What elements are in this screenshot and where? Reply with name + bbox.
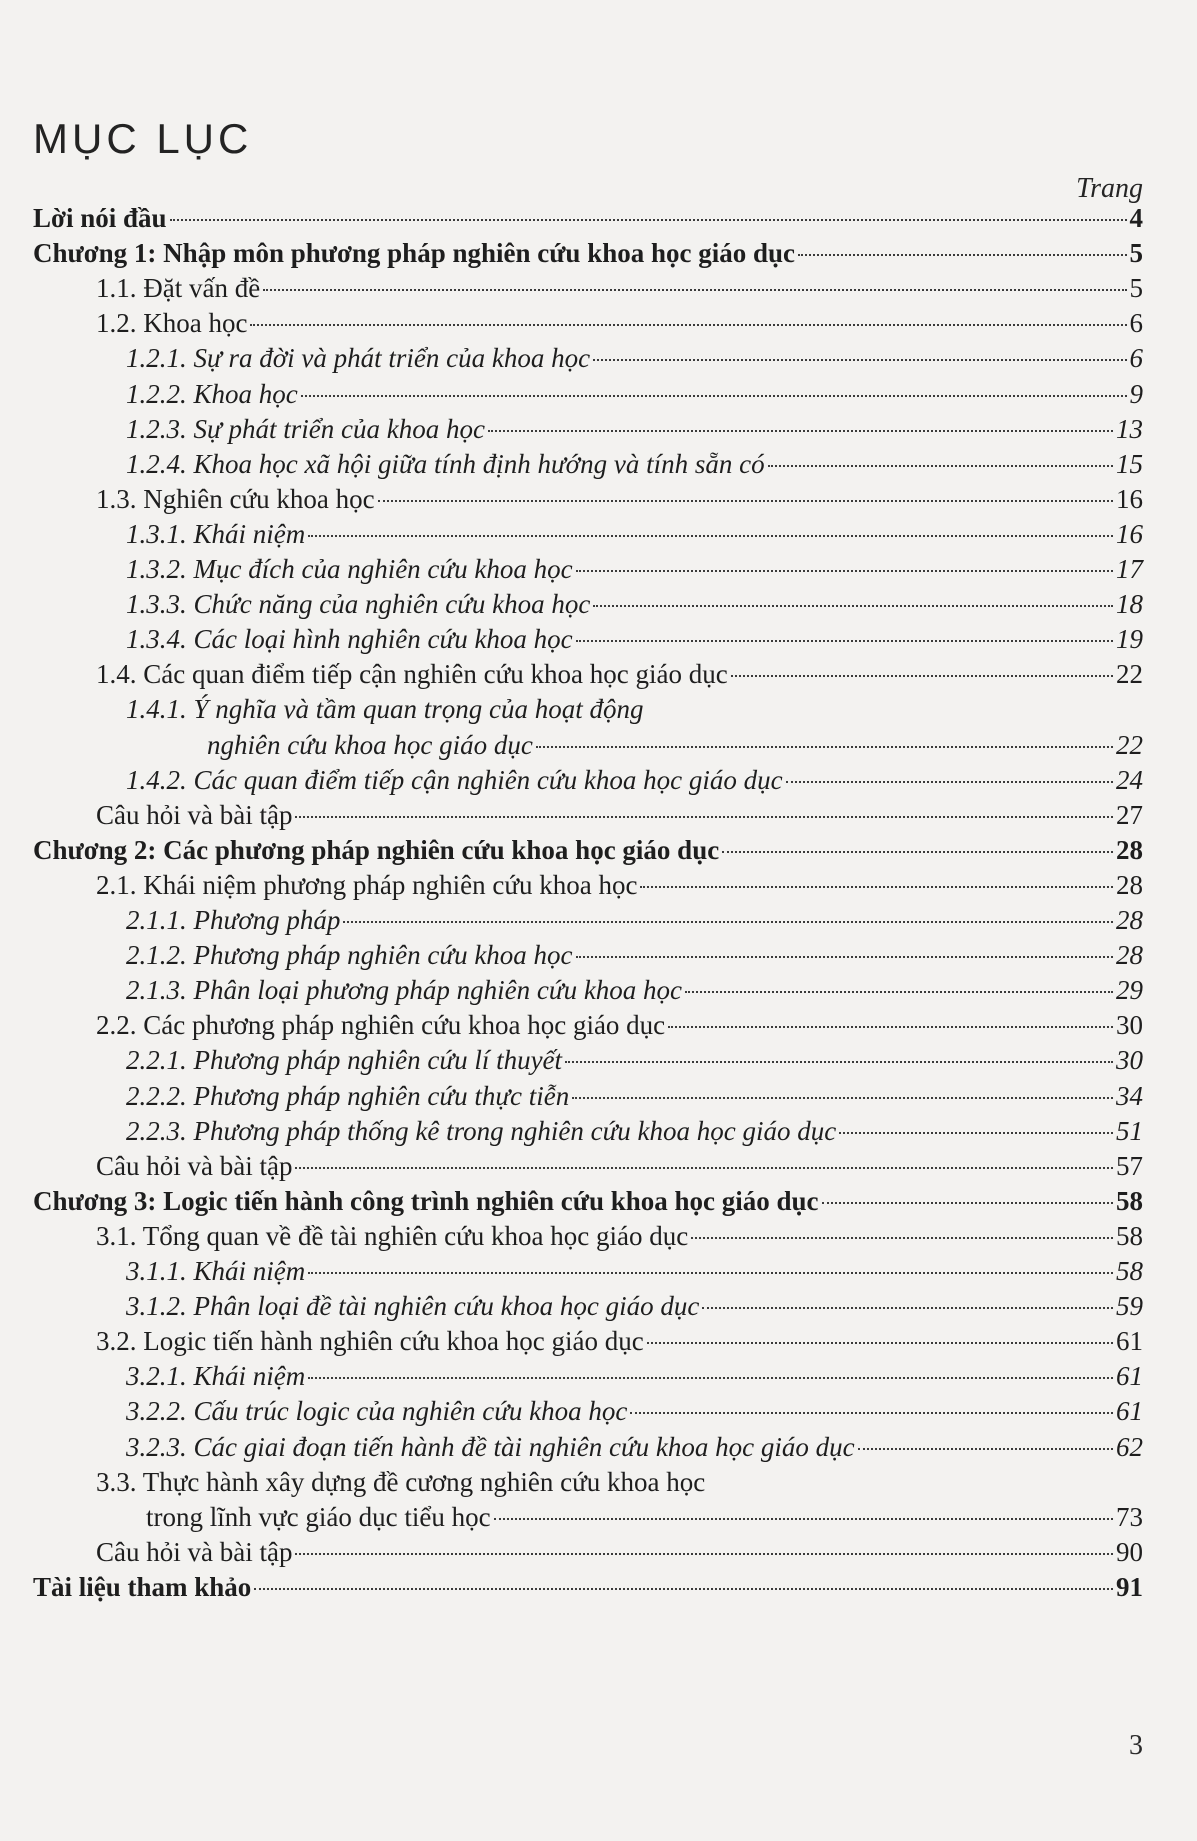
- toc-entry-page: 4: [1129, 203, 1143, 233]
- toc-entry-text: 1.2.4. Khoa học xã hội giữa tính định hướng và tính sẵn có: [126, 448, 765, 479]
- dot-leader: [308, 1271, 1113, 1274]
- toc-entry-page: 28: [1116, 905, 1143, 935]
- dot-leader: [839, 1131, 1113, 1134]
- toc-entry-page: 15: [1116, 448, 1143, 479]
- toc-entry-page: 22: [1116, 729, 1143, 760]
- toc-entry-text: 3.2. Logic tiến hành nghiên cứu khoa học giáo dục: [96, 1326, 644, 1357]
- toc-entry-text: 3.3. Thực hành xây dựng đề cương nghiên cứu khoa học: [96, 1466, 706, 1497]
- toc-entry-page: 29: [1116, 975, 1143, 1006]
- dot-leader: [494, 1517, 1113, 1520]
- toc-entry[interactable]: [96, 481, 1143, 517]
- page-column-label: Trang: [1076, 173, 1143, 204]
- toc-entry-page: 91: [1116, 1571, 1143, 1602]
- dot-leader: [263, 288, 1126, 291]
- toc-entry[interactable]: [96, 656, 1143, 692]
- dot-leader: [722, 850, 1113, 853]
- dot-leader: [640, 885, 1113, 888]
- dot-leader: [308, 534, 1113, 537]
- dot-leader: [254, 1587, 1113, 1590]
- dot-leader: [858, 1447, 1113, 1450]
- toc-entry[interactable]: [126, 1429, 1143, 1465]
- dot-leader: [250, 323, 1126, 326]
- toc-entry[interactable]: [126, 586, 1143, 622]
- toc-entry-text: 1.2.3. Sự phát triển của khoa học: [126, 413, 485, 444]
- dot-leader: [536, 745, 1113, 748]
- toc-entry[interactable]: [126, 621, 1143, 657]
- page-title: MỤC LỤC: [33, 115, 253, 162]
- dot-leader: [768, 464, 1113, 467]
- toc-entry-page: 58: [1116, 1185, 1143, 1216]
- toc-entry[interactable]: [126, 1042, 1143, 1078]
- toc-entry-page: 6: [1129, 308, 1143, 339]
- toc-entry-text: 3.1.2. Phân loại đề tài nghiên cứu khoa học giáo dục: [126, 1291, 700, 1322]
- dot-leader: [308, 1376, 1113, 1379]
- toc-entry-text: 1.3. Nghiên cứu khoa học: [96, 483, 375, 514]
- dot-leader: [647, 1341, 1113, 1344]
- toc-entry[interactable]: [126, 937, 1143, 973]
- toc-entry-text: 1.2.1. Sự ra đời và phát triển của khoa học: [126, 343, 591, 374]
- toc-entry[interactable]: [96, 270, 1143, 306]
- toc-entry-text: 3.2.3. Các giai đoạn tiến hành đề tài nghiên cứu khoa học giáo dục: [126, 1431, 855, 1462]
- toc-entry-page: 51: [1116, 1115, 1143, 1146]
- toc-entry-page: 17: [1116, 554, 1143, 584]
- toc-entry-text: 2.2.1. Phương pháp nghiên cứu lí thuyết: [126, 1045, 563, 1076]
- dot-leader: [170, 218, 1127, 221]
- toc-entry[interactable]: [126, 902, 1143, 938]
- toc-entry[interactable]: [33, 832, 1143, 868]
- toc-entry-text: 1.4.1. Ý nghĩa và tầm quan trọng của hoạt động: [126, 694, 644, 725]
- dot-leader: [798, 253, 1127, 256]
- toc-entry-text: Câu hỏi và bài tập: [96, 1150, 293, 1181]
- toc-entry-page: 34: [1116, 1080, 1143, 1111]
- toc-entry-page: 6: [1129, 343, 1143, 374]
- toc-entry[interactable]: [96, 1007, 1143, 1043]
- dot-leader: [786, 780, 1113, 783]
- dot-leader: [488, 429, 1113, 432]
- toc-entry[interactable]: [126, 1393, 1143, 1429]
- dot-leader: [702, 1306, 1113, 1309]
- dot-leader: [822, 1201, 1113, 1204]
- dot-leader: [630, 1411, 1113, 1414]
- dot-leader: [295, 815, 1113, 818]
- toc-entry-continuation: trong lĩnh vực giáo dục tiểu học: [146, 1501, 491, 1532]
- toc-entry-page: 61: [1116, 1361, 1143, 1392]
- toc-entry-text: 1.4.2. Các quan điểm tiếp cận nghiên cứu khoa học giáo dục: [126, 764, 783, 795]
- toc-entry-text: 3.2.2. Cấu trúc logic của nghiên cứu khoa học: [126, 1396, 628, 1427]
- toc-entry-text: 1.2. Khoa học: [96, 308, 248, 339]
- toc-entry[interactable]: [126, 1358, 1143, 1394]
- toc-entry-page: 18: [1116, 589, 1143, 620]
- dot-leader: [572, 1096, 1113, 1099]
- toc-entry-text: 1.2.2. Khoa học: [126, 378, 298, 409]
- toc-entry[interactable]: [126, 1078, 1143, 1114]
- toc-entry-text: Chương 2: Các phương pháp nghiên cứu khoa học giáo dục: [33, 834, 720, 865]
- toc-entry-page: 59: [1116, 1291, 1143, 1322]
- toc-entry-page: 16: [1116, 518, 1143, 549]
- toc-entry[interactable]: [96, 305, 1143, 341]
- toc-entry[interactable]: [146, 1499, 1143, 1535]
- toc-entry[interactable]: [126, 411, 1143, 447]
- toc-entry-text: 3.1.1. Khái niệm: [126, 1256, 306, 1286]
- toc-entry[interactable]: [33, 235, 1143, 271]
- toc-entry-page: 61: [1116, 1326, 1143, 1357]
- toc-entry[interactable]: [126, 972, 1143, 1008]
- toc-entry[interactable]: [126, 762, 1143, 798]
- toc-entry-text: 2.1. Khái niệm phương pháp nghiên cứu khoa học: [96, 869, 638, 900]
- toc-entry[interactable]: [126, 376, 1143, 412]
- dot-leader: [685, 990, 1113, 993]
- toc-entry[interactable]: [126, 1253, 1143, 1289]
- toc-entry-page: 22: [1116, 659, 1143, 690]
- toc-entry[interactable]: [126, 1288, 1143, 1324]
- toc-entry-page: 58: [1116, 1256, 1143, 1286]
- toc-entry-text: Chương 1: Nhập môn phương pháp nghiên cứu khoa học giáo dục: [33, 238, 795, 269]
- toc-entry-page: 5: [1129, 273, 1143, 304]
- toc-entry-text: 2.1.1. Phương pháp: [126, 905, 341, 935]
- toc-entry-text: 1.3.1. Khái niệm: [126, 518, 306, 549]
- toc-entry-page: 61: [1116, 1396, 1143, 1427]
- toc-entry[interactable]: [96, 1323, 1143, 1359]
- toc-entry-text: Câu hỏi và bài tập: [96, 799, 293, 830]
- toc-entry-text: 2.2.2. Phương pháp nghiên cứu thực tiễn: [126, 1080, 570, 1111]
- dot-leader: [668, 1025, 1113, 1028]
- toc-entry-text: 1.3.2. Mục đích của nghiên cứu khoa học: [126, 554, 573, 584]
- toc-entry-page: 62: [1116, 1431, 1143, 1462]
- toc-entry-text: Tài liệu tham khảo: [33, 1571, 252, 1602]
- dot-leader: [576, 955, 1113, 958]
- toc-entry-text: 1.4. Các quan điểm tiếp cận nghiên cứu khoa học giáo dục: [96, 659, 728, 690]
- page-number: 3: [1129, 1730, 1143, 1761]
- toc-entry-text: 1.1. Đặt vấn đề: [96, 273, 261, 304]
- toc-entry-page: 24: [1116, 764, 1143, 795]
- dot-leader: [593, 604, 1113, 607]
- toc-entry-text: 2.1.3. Phân loại phương pháp nghiên cứu khoa học: [126, 975, 683, 1006]
- toc-entry-text: 3.2.1. Khái niệm: [126, 1361, 306, 1392]
- toc-entry-text: 3.1. Tổng quan về đề tài nghiên cứu khoa học giáo dục: [96, 1220, 689, 1251]
- toc-entry[interactable]: [33, 1183, 1143, 1219]
- toc-entry[interactable]: [33, 1569, 1143, 1605]
- toc-entry-continuation: nghiên cứu khoa học giáo dục: [207, 729, 533, 760]
- toc-entry[interactable]: [126, 551, 1143, 587]
- dot-leader: [343, 920, 1113, 923]
- dot-leader: [576, 639, 1113, 642]
- toc-entry[interactable]: [96, 1148, 1143, 1184]
- dot-leader: [565, 1060, 1113, 1063]
- toc-entry[interactable]: [33, 200, 1143, 236]
- dot-leader: [378, 499, 1113, 502]
- toc-entry-page: 58: [1116, 1220, 1143, 1251]
- toc-entry-page: 9: [1129, 378, 1143, 409]
- toc-entry-text: Câu hỏi và bài tập: [96, 1536, 293, 1567]
- toc-entry-page: 5: [1129, 238, 1143, 269]
- toc-entry[interactable]: [96, 1534, 1143, 1570]
- dot-leader: [295, 1552, 1113, 1555]
- toc-entry-page: 13: [1116, 413, 1143, 444]
- dot-leader: [576, 569, 1113, 572]
- toc-entry-page: 28: [1116, 869, 1143, 900]
- toc-entry-text: Lời nói đầu: [33, 203, 167, 233]
- toc-entry-text: 1.3.3. Chức năng của nghiên cứu khoa học: [126, 589, 591, 620]
- toc-entry-text: 2.1.2. Phương pháp nghiên cứu khoa học: [126, 940, 573, 971]
- toc-entry[interactable]: [96, 867, 1143, 903]
- toc-entry-page: 30: [1116, 1010, 1143, 1041]
- toc-entry[interactable]: [126, 340, 1143, 376]
- dot-leader: [731, 674, 1113, 677]
- toc-entry-text: 2.2. Các phương pháp nghiên cứu khoa học giáo dục: [96, 1010, 666, 1041]
- toc-entry-page: 28: [1116, 834, 1143, 865]
- toc-entry-page: 19: [1116, 624, 1143, 655]
- toc-entry-page: 90: [1116, 1536, 1143, 1567]
- toc-entry[interactable]: [96, 1218, 1143, 1254]
- dot-leader: [593, 358, 1126, 361]
- toc-entry-text: Chương 3: Logic tiến hành công trình nghiên cứu khoa học giáo dục: [33, 1185, 819, 1216]
- toc-entry-page: 73: [1116, 1501, 1143, 1532]
- toc-entry-page: 57: [1116, 1150, 1143, 1181]
- toc-entry[interactable]: [126, 446, 1143, 482]
- dot-leader: [295, 1166, 1113, 1169]
- dot-leader: [691, 1236, 1113, 1239]
- toc-entry-page: 30: [1116, 1045, 1143, 1076]
- dot-leader: [301, 394, 1127, 397]
- toc-entry-text: 2.2.3. Phương pháp thống kê trong nghiên cứu khoa học giáo dục: [126, 1115, 837, 1146]
- toc-entry[interactable]: [207, 727, 1143, 763]
- toc-entry-page: 16: [1116, 483, 1143, 514]
- toc-entry[interactable]: [126, 1113, 1143, 1149]
- toc-entry-page: 27: [1116, 799, 1143, 830]
- toc-entry[interactable]: [96, 797, 1143, 833]
- toc-entry-page: 28: [1116, 940, 1143, 971]
- toc-entry[interactable]: [126, 516, 1143, 552]
- toc-entry-text: 1.3.4. Các loại hình nghiên cứu khoa học: [126, 624, 573, 655]
